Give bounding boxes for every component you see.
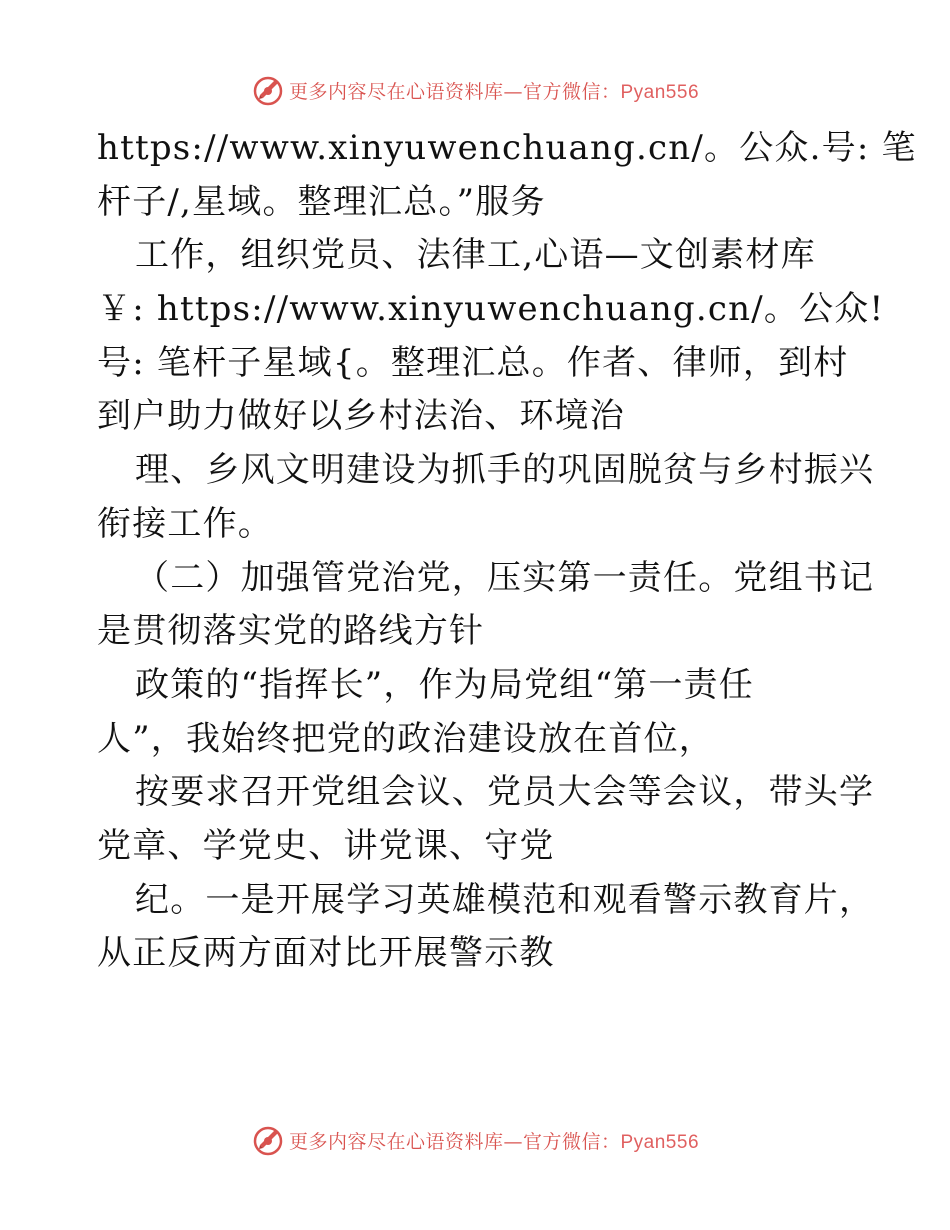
body-line: 是贯彻落实党的路线方针 [97,611,485,652]
body-line: 号: 笔杆子星域{。整理汇总。作者、律师，到村 [97,342,849,383]
body-line: 到户助力做好以乡村法治、环境治 [97,396,625,437]
body-line: 人”，我始终把党的政治建设放在首位， [97,718,714,759]
header-wechat-id: Pyan556 [620,81,700,103]
body-line: 按要求召开党组会议、党员大会等会议，带头学 [135,772,875,813]
header-banner-separator: — [503,80,523,103]
brand-logo-icon [251,73,285,107]
header-banner-main: 更多内容尽在心语资料库 [288,80,504,103]
body-line: 纪。一是开展学习英雄模范和观看警示教育片， [135,879,875,920]
body-line: 衔接工作。 [97,503,273,544]
footer-banner-main: 更多内容尽在心语资料库 [288,1130,504,1153]
footer-banner-separator: — [503,1130,523,1153]
footer-banner-text [289,1127,699,1154]
body-line: （二）加强管党治党，压实第一责任。党组书记 [135,557,875,598]
body-line: 工作，组织党员、法律工,心语—文创素材库 [135,235,816,276]
body-line: 杆子/,星域。整理汇总。”服务 [97,181,546,222]
body-line: ￥: https://www.xinyuwenchuang.cn/。公众! [97,289,885,330]
body-line: https://www.xinyuwenchuang.cn/。公众.号: 笔 [97,128,917,168]
header-wechat-label: 官方微信： [522,80,621,103]
body-line: 从正反两方面对比开展警示教 [97,933,555,974]
body-line: 理、乡风文明建设为抓手的巩固脱贫与乡村振兴 [135,450,875,491]
body-line: 党章、学党史、讲党课、守党 [97,825,555,866]
footer-wechat-id: Pyan556 [620,1131,700,1153]
header-banner [0,70,950,110]
footer-wechat-label: 官方微信： [522,1130,621,1153]
brand-logo-icon [251,1123,285,1157]
body-line: 政策的“指挥长”，作为局党组“第一责任 [135,664,754,705]
header-banner-text [289,77,699,104]
document-body [97,122,917,981]
footer-banner [0,1120,950,1160]
